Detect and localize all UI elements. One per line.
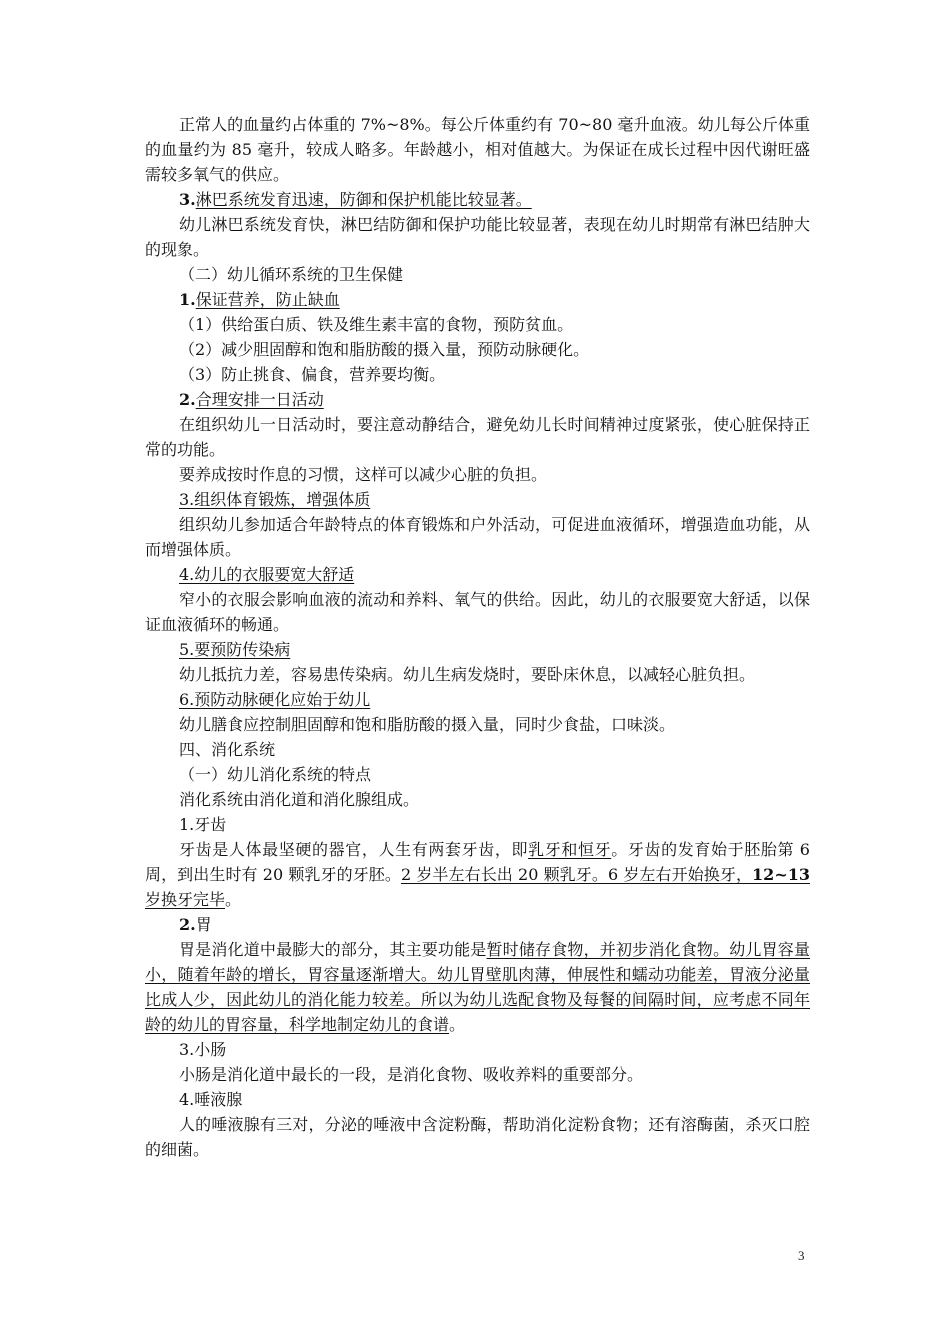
paragraph: 组织幼儿参加适合年龄特点的体育锻炼和户外活动，可促进血液循环，增强造血功能，从而增强体质。	[145, 515, 810, 559]
text-run: 。牙齿的发育始于胚胎第 6 周，到出生时有 20 颗乳牙的牙胚。	[145, 840, 810, 884]
bold-text: 12~13	[752, 865, 810, 884]
list-item: （3）防止挑食、偏食，营养要均衡。	[179, 365, 446, 384]
text-run: 2 岁半左右长出 20 颗乳牙。6 岁左右开始换牙，	[400, 865, 753, 884]
subheading-clothing	[145, 562, 810, 587]
subheading-exercise	[145, 487, 810, 512]
subheading-arteriosclerosis	[145, 687, 810, 712]
section-heading: （一）幼儿消化系统的特点	[179, 765, 372, 784]
subheading-teeth: 1.牙齿	[179, 815, 227, 834]
text-run: 牙齿是人体最坚硬的器官，人生有两套牙齿，即	[179, 840, 529, 859]
subheading-nutrition	[145, 287, 810, 312]
subheading-activity	[145, 387, 810, 412]
heading-number: 1.	[179, 290, 196, 309]
heading-text: 合理安排一日活动	[195, 390, 324, 409]
page-number: 3	[798, 1248, 805, 1263]
list-item: （2）减少胆固醇和饱和脂肪酸的摄入量，预防动脉硬化。	[179, 340, 590, 359]
heading-lymph	[145, 187, 810, 212]
underlined-text: 暂时储存食物，并初步消化食物。幼儿胃容量小，随着年龄的增长，胃容量逐渐增大。幼儿胃壁肌肉薄，伸展性和蠕动功能差，胃液分泌量比成人少，因此幼儿的消化能力较差。所以为幼儿选配食物及每餐的间隔时间，应考虑不同年龄的幼儿的胃容量，科学地制定幼儿的食谱	[145, 940, 810, 1034]
paragraph: 要养成按时作息的习惯，这样可以减少心脏的负担。	[179, 465, 548, 484]
text-run: 岁换牙完毕	[145, 890, 226, 909]
text-run: 。	[449, 1015, 466, 1034]
paragraph: 人的唾液腺有三对，分泌的唾液中含淀粉酶，帮助消化淀粉食物；还有溶酶菌，杀灭口腔的细菌。	[145, 1115, 810, 1159]
heading-text: 6.预防动脉硬化应始于幼儿	[179, 690, 371, 709]
heading-text: 胃	[195, 915, 212, 934]
heading-text: 5.要预防传染病	[179, 640, 291, 659]
heading-text: 3.组织体育锻炼，增强体质	[179, 490, 371, 509]
paragraph: 正常人的血量约占体重的 7%~8%。每公斤体重约有 70~80 毫升血液。幼儿每公斤体重的血量约为 85 毫升，较成人略多。年龄越小，相对值越大。为保证在成长过程中因代谢旺盛需较多氧气的供应。	[145, 115, 810, 184]
heading-number: 3.	[179, 190, 196, 209]
heading-text: 4.幼儿的衣服要宽大舒适	[179, 565, 355, 584]
paragraph: 窄小的衣服会影响血液的流动和养料、氧气的供给。因此，幼儿的衣服要宽大舒适，以保证血液循环的畅通。	[145, 590, 810, 634]
section-heading: （二）幼儿循环系统的卫生保健	[179, 265, 404, 284]
heading-number: 2.	[179, 390, 196, 409]
paragraph: 幼儿膳食应控制胆固醇和饱和脂肪酸的摄入量，同时少食盐，口味淡。	[179, 715, 676, 734]
text-run: 。	[225, 890, 242, 909]
heading-text: 淋巴系统发育迅速，防御和保护机能比较显著。	[195, 190, 532, 209]
heading-number: 2.	[179, 915, 196, 934]
chapter-heading: 四、消化系统	[179, 740, 276, 759]
paragraph: 在组织幼儿一日活动时，要注意动静结合，避免幼儿长时间精神过度紧张，使心脏保持正常的功能。	[145, 415, 810, 459]
list-item: （1）供给蛋白质、铁及维生素丰富的食物，预防贫血。	[179, 315, 574, 334]
subheading-small-intestine: 3.小肠	[179, 1040, 227, 1059]
text-run: 胃是消化道中最膨大的部分，其主要功能是	[179, 940, 487, 959]
paragraph: 小肠是消化道中最长的一段，是消化食物、吸收养料的重要部分。	[179, 1065, 644, 1084]
paragraph-teeth	[145, 837, 810, 912]
paragraph-stomach	[145, 937, 810, 1037]
underlined-text: 乳牙和恒牙	[528, 840, 612, 859]
document-body	[145, 112, 810, 1162]
subheading-stomach	[145, 912, 810, 937]
subheading-infection	[145, 637, 810, 662]
paragraph: 幼儿淋巴系统发育快，淋巴结防御和保护功能比较显著，表现在幼儿时期常有淋巴结肿大的现象。	[145, 215, 810, 259]
paragraph: 幼儿抵抗力差，容易患传染病。幼儿生病发烧时，要卧床休息，以减轻心脏负担。	[179, 665, 756, 684]
paragraph: 消化系统由消化道和消化腺组成。	[179, 790, 420, 809]
heading-text: 保证营养，防止缺血	[195, 290, 340, 309]
subheading-salivary-gland: 4.唾液腺	[179, 1090, 243, 1109]
